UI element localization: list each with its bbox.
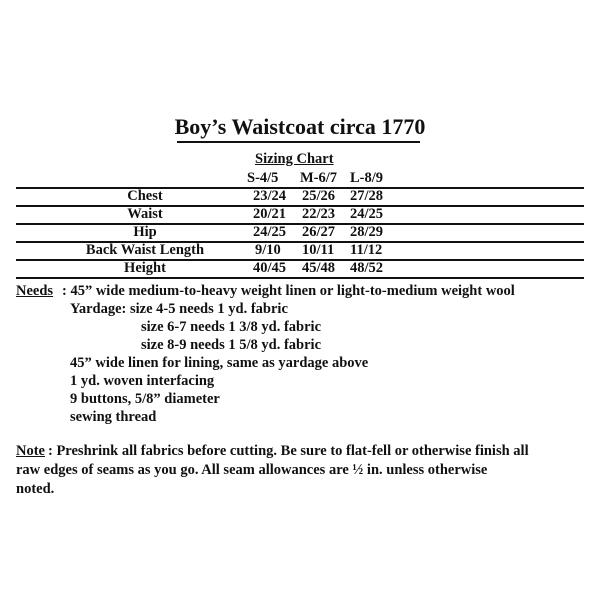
needs-line: : 45” wide medium-to-heavy weight linen or light-to-medium weight wool (62, 283, 515, 299)
needs-line: 45” wide linen for lining, same as yardage above (70, 355, 369, 371)
table-cell: 20/21 (253, 206, 287, 222)
size-header-medium: M-6/7 (300, 170, 338, 186)
sizing-chart-heading: Sizing Chart (255, 151, 334, 167)
title-underline (177, 141, 420, 143)
note-line: noted. (16, 481, 55, 497)
row-label-waist: Waist (127, 206, 163, 222)
needs-label: Needs (16, 283, 54, 299)
needs-line: 9 buttons, 5/8” diameter (70, 391, 220, 407)
note-line: raw edges of seams as you go. All seam allowances are ½ in. unless otherwise (16, 462, 488, 478)
table-cell: 22/23 (302, 206, 336, 222)
table-cell: 25/26 (302, 188, 336, 204)
table-cell: 23/24 (253, 188, 287, 204)
table-cell: 45/48 (302, 260, 336, 276)
table-cell: 10/11 (302, 242, 335, 258)
document-title: Boy’s Waistcoat circa 1770 (174, 114, 426, 139)
table-rule (16, 277, 584, 279)
table-cell: 9/10 (255, 242, 281, 258)
size-header-small: S-4/5 (247, 170, 279, 186)
table-cell: 40/45 (253, 260, 287, 276)
needs-line: sewing thread (70, 409, 157, 425)
size-header-large: L-8/9 (350, 170, 384, 186)
table-cell: 28/29 (350, 224, 384, 240)
needs-line: size 6-7 needs 1 3/8 yd. fabric (141, 319, 322, 335)
note-label: Note (16, 443, 45, 459)
needs-line: size 8-9 needs 1 5/8 yd. fabric (141, 337, 322, 353)
row-label-height: Height (124, 260, 166, 276)
table-cell: 11/12 (350, 242, 383, 258)
table-cell: 26/27 (302, 224, 336, 240)
table-cell: 48/52 (350, 260, 384, 276)
needs-line: Yardage: size 4-5 needs 1 yd. fabric (70, 301, 288, 317)
needs-line: 1 yd. woven interfacing (70, 373, 215, 389)
table-cell: 27/28 (350, 188, 384, 204)
table-cell: 24/25 (253, 224, 287, 240)
row-label-hip: Hip (133, 224, 157, 240)
row-label-chest: Chest (127, 188, 163, 204)
note-line: : Preshrink all fabrics before cutting. Be sure to flat-fell or otherwise finish all (48, 443, 529, 459)
table-cell: 24/25 (350, 206, 384, 222)
row-label-back-waist-length: Back Waist Length (85, 242, 205, 258)
